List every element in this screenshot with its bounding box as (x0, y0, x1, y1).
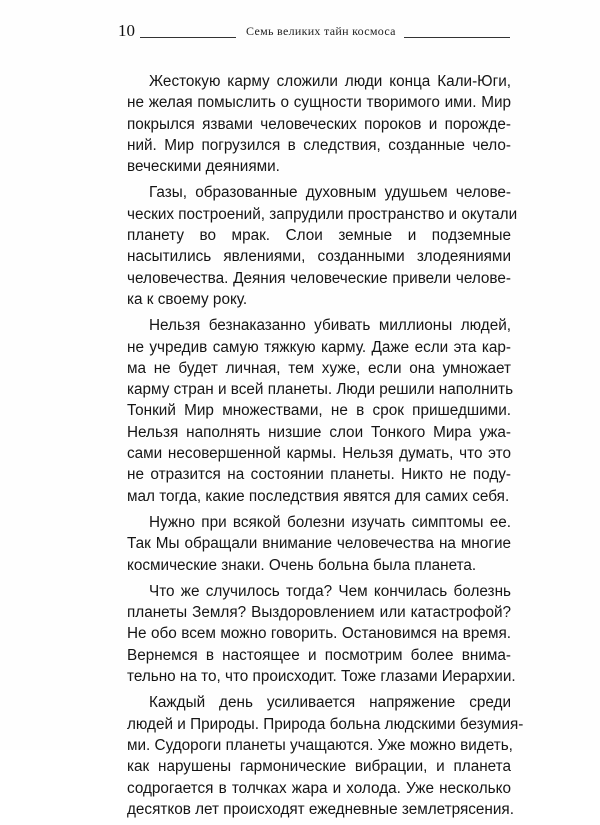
text-line: ма не будет личная, тем хуже, если она умножает (127, 359, 511, 377)
paragraph (127, 71, 511, 177)
text-line: Тонкий Мир множествами, не в срок пришедшими. (127, 402, 511, 420)
text-line: Что же случилось тогда? Чем кончилась болезнь (149, 582, 511, 600)
text-line: Вернемся в настоящее и посмотрим более внима- (127, 646, 511, 664)
text-line: Нельзя наполнять низшие слои Тонкого Мира ужа- (127, 423, 511, 441)
text-line: Не обо всем можно говорить. Остановимся на время. (127, 625, 511, 643)
header-rule-left (140, 37, 236, 38)
text-line: Нужно при всякой болезни изучать симптомы ее. (149, 513, 511, 531)
text-line: Так Мы обращали внимание человечества на многие (127, 535, 511, 553)
text-line: ка к своему року. (127, 290, 248, 308)
text-line: не учредив самую тяжкую карму. Даже если эта кар- (127, 338, 511, 356)
text-line: Каждый день усиливается напряжение среди (149, 694, 511, 712)
paragraph (127, 512, 511, 576)
text-line: веческими деяниями. (127, 158, 280, 176)
text-line: десятков лет происходят ежедневные землетрясения. (127, 800, 514, 818)
text-line: космические знаки. Очень больна была планета. (127, 556, 477, 574)
page-header (118, 22, 510, 40)
text-line: ний. Мир погрузился в следствия, созданные чело- (127, 136, 511, 154)
text-line: планету во мрак. Слои земные и подземные (127, 227, 511, 245)
text-line: тельно на то, что происходит. Тоже глазами Иерархии. (127, 668, 516, 686)
text-line: как нарушены гармонические вибрации, и планета (127, 758, 511, 776)
text-line: Нельзя безнаказанно убивать миллионы людей, (149, 317, 511, 335)
paragraph (127, 581, 516, 687)
body-text (127, 71, 524, 825)
paragraph (127, 182, 518, 310)
text-line: ческих построений, запрудили пространство и окутали (127, 205, 518, 223)
text-line: покрылся язвами человеческих пороков и порожде- (127, 115, 511, 133)
text-line: Газы, образованные духовным удушьем челове- (149, 184, 511, 202)
text-line: планеты Земля? Выздоровлением или катастрофой? (127, 604, 511, 622)
header-rule-right (404, 37, 510, 38)
text-line: ми. Судороги планеты учащаются. Уже можно видеть, (127, 736, 513, 754)
text-line: сами несовершенной кармы. Нельзя думать, что это (127, 445, 511, 463)
text-line: карму стран и всей планеты. Люди решили наполнить (127, 381, 514, 399)
text-line: не отразится на состоянии планеты. Никто не поду- (127, 466, 511, 484)
text-line: людей и Природы. Природа больна людскими безумия- (127, 715, 524, 733)
text-line: содрогается в толчках жара и холода. Уже несколько (127, 779, 511, 797)
paragraph (127, 315, 514, 507)
text-line: не желая помыслить о сущности творимого ими. Мир (127, 94, 511, 112)
text-line: Жестокую карму сложили люди конца Кали-Юги, (149, 73, 511, 90)
text-line: человечества. Деяния человеческие привели челове- (127, 269, 511, 287)
paragraph (127, 692, 524, 820)
text-line: насытились явлениями, созданными злодеяниями (127, 248, 511, 266)
running-title: Семь великих тайн космоса (246, 24, 396, 38)
text-line: мал тогда, какие последствия явятся для самих себя. (127, 487, 510, 505)
page-number: 10 (118, 21, 135, 40)
